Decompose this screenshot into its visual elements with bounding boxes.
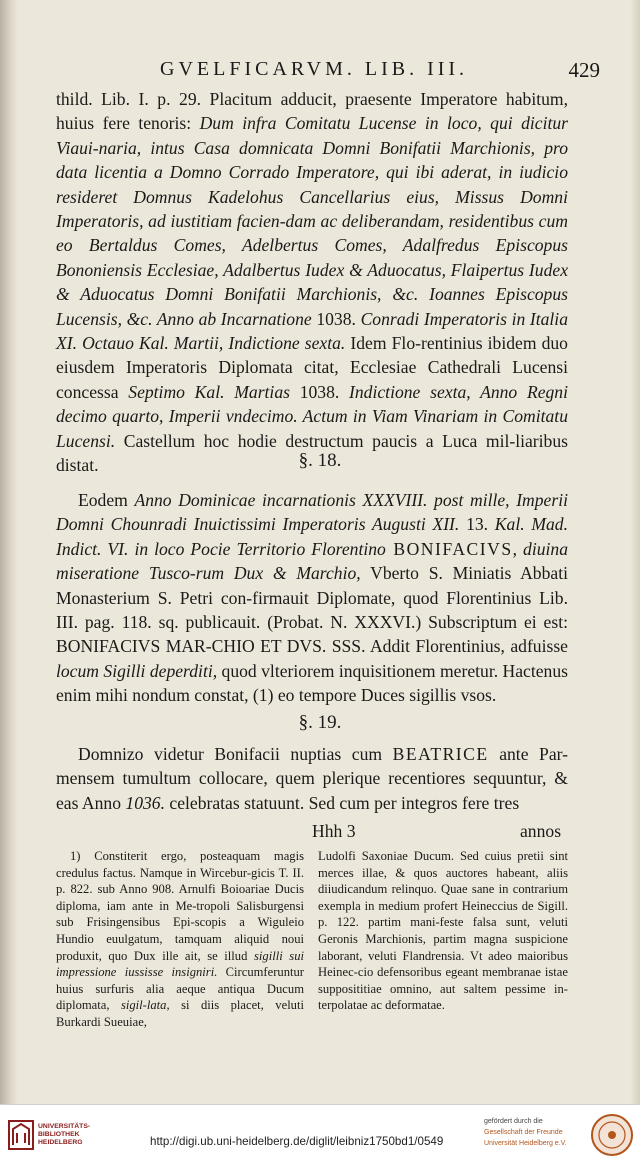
text-run: si diis placet, veluti Burkardi Sueuiae, — [56, 998, 304, 1029]
page-edge — [630, 0, 640, 1104]
text-run: Ludolfi Saxoniae Ducum. Sed cuius pretii sint merces illae, & quos auctores habeant, aliis diiudicandum relinquo. Quae sane in contrarium exempla in medium profert Heineccius de Sigill. p. 122. partim mani-feste falsa sunt, veluti Geronis Marchionis, partim magna suspicione laborant, veluti Flandrensia. Vt adeo maioribus Heinec-cio defensoribus egeant membranae istae supposititiae omnino, aut saltem pessime in-terpolatae ac deformatae. — [318, 849, 568, 1013]
text-run: celebratas statuunt. Sed cum per integros fere tres — [164, 792, 520, 813]
italic-run: Septimo Kal. Martias — [128, 381, 290, 402]
text-run: quod vlteriorem inquisitionem meretur. Hactenus enim mihi nondum constat, (1) eo tempore Duces sigillis vsos. — [56, 660, 568, 706]
footnote-right-column — [318, 848, 568, 1014]
italic-run: Conradi Imperatoris in Italia XI. Octauo Kal. Martii, Indictione sexta. — [56, 308, 568, 354]
permalink-url[interactable]: http://digi.ub.uni-heidelberg.de/diglit/leibniz1750bd1/0549 — [150, 1135, 444, 1148]
viewer-footer — [0, 1104, 640, 1165]
page-header — [60, 58, 600, 84]
sponsor-line1: gefördert durch die — [484, 1118, 543, 1125]
sponsor-line3: Universität Heidelberg e.V. — [484, 1140, 567, 1147]
section-heading-18: §. 18. — [298, 450, 342, 471]
italic-run: diuina miseratione Tusco-rum Dux & Marchio, — [56, 538, 569, 584]
text-run: Vberto S. Miniatis Abbati Monasterium S. Petri con-firmauit Diplomate, quod Florentinius Lib. III. pag. 118. sq. publicauit. (Probat. N. XXXVI.) Subscriptum ei est: BONIFACIVS MAR-CHIO ET DVS. SSS. Addit Florentinius, adfuisse — [56, 563, 568, 657]
catchword: annos — [520, 821, 562, 841]
text-run: 1) Constiterit ergo, posteaquam magis credulus factus. Namque in Wircebur-gicis T. II. p. 822. sub Anno 908. Arnulfi Boioariae Ducis diploma, iam ante in Me-tropoli Salisburgensi sub Frisingensibus Epi-scopis a Wiguleio Hundio euulgatum, tamquam aliquid noui produxit, quo Dux ille ait, se illud — [56, 849, 304, 963]
library-name-line3: HEIDELBERG — [38, 1139, 83, 1146]
society-seal-icon — [590, 1113, 634, 1157]
library-name-line1: UNIVERSITÄTS- — [38, 1123, 91, 1130]
text-run: Eodem — [78, 490, 135, 510]
text-run: 13. — [459, 514, 495, 535]
italic-run: Anno Dominicae incarnationis XXXVIII. post mille, Imperii Domni Chounradi Inuictissimi Imperatoris Augusti XII. — [56, 490, 568, 535]
small-caps-run: BEATRICE — [392, 744, 489, 764]
small-caps-run: BONIFACIVS — [385, 538, 513, 559]
text-run: 1038. — [289, 381, 350, 402]
sponsor-line2: Gesellschaft der Freunde — [484, 1129, 563, 1136]
footnote-left-column — [56, 848, 304, 1031]
italic-run: Indictione sexta, Anno Regni decimo quarto, Imperii vndecimo. Actum in Viam Vinariam in Comitatu Lucensi. — [56, 381, 568, 451]
library-name-line2: BIBLIOTHEK — [38, 1131, 80, 1138]
italic-run: sigil-lata, — [120, 998, 170, 1013]
paragraph-2 — [56, 488, 568, 708]
italic-run: Kal. Mad. Indict. VI. in loco Pocie Territorio Florentino — [56, 514, 568, 559]
signature-mark: Hhh 3 — [312, 821, 356, 841]
running-head: GVELFICARVM. LIB. III. — [160, 58, 469, 80]
italic-run: sigilli sui impressione iussisse insigniri. — [56, 948, 304, 980]
text-run: Castellum hoc hodie destructum paucis a Luca mil-liaribus distat. — [56, 430, 568, 476]
italic-run: locum Sigilli deperditi, — [56, 660, 218, 681]
text-run: 1038. — [311, 308, 361, 329]
text-run: ante Par-mensem tumultum collocare, quem plerique recentiores sequuntur, & eas Anno — [56, 744, 568, 813]
text-run: Domnizo videtur Bonifacii nuptias cum — [78, 744, 393, 764]
paragraph-1 — [56, 87, 568, 478]
paragraph-3 — [56, 742, 568, 815]
italic-run: Dum infra Comitatu Lucense in loco, qui dicitur Viaui-naria, intus Casa domnicata Domni Bonifatii Marchionis, pro data licentia a Domno Corrado Imperatore, qui ibi aderat, in iudicio resideret Domnus Kadelohus Cancellarius eius, Missus Domni Imperatoris, ad iustitiam facien-dam ac deliberandam, residentibus cum eo Bertaldus Comes, Adelbertus Comes, Adalfredus Episcopus Bononiensis Ecclesiae, Adalbertus Iudex & Aduocatus, Flaipertus Iudex & Aduocatus Domni Bonifatii Marchionis, &c. Ioannes Episcopus Lucensis, &c. Anno ab Incarnatione — [56, 113, 568, 329]
text-run: Idem Flo-rentinius ibidem duo eiusdem Imperatoris Diplomata citat, Ecclesiae Cathedrali Lucensi concessa — [56, 333, 568, 402]
page-gutter — [0, 0, 18, 1104]
text-run: , — [512, 538, 524, 559]
italic-run: 1036. — [125, 792, 165, 813]
university-library-logo-icon — [8, 1119, 34, 1151]
text-run: thild. Lib. I. p. 29. Placitum adducit, praesente Imperatore habitum, huius fere tenoris: — [56, 89, 568, 134]
text-run: Circumferuntur huius surfuris alia aeque antiqua Ducum diplomata, — [56, 965, 304, 1013]
library-name — [38, 1123, 90, 1147]
sponsor-credit — [484, 1116, 567, 1149]
page-number: 429 — [568, 58, 600, 82]
section-heading-19: §. 19. — [298, 712, 342, 733]
